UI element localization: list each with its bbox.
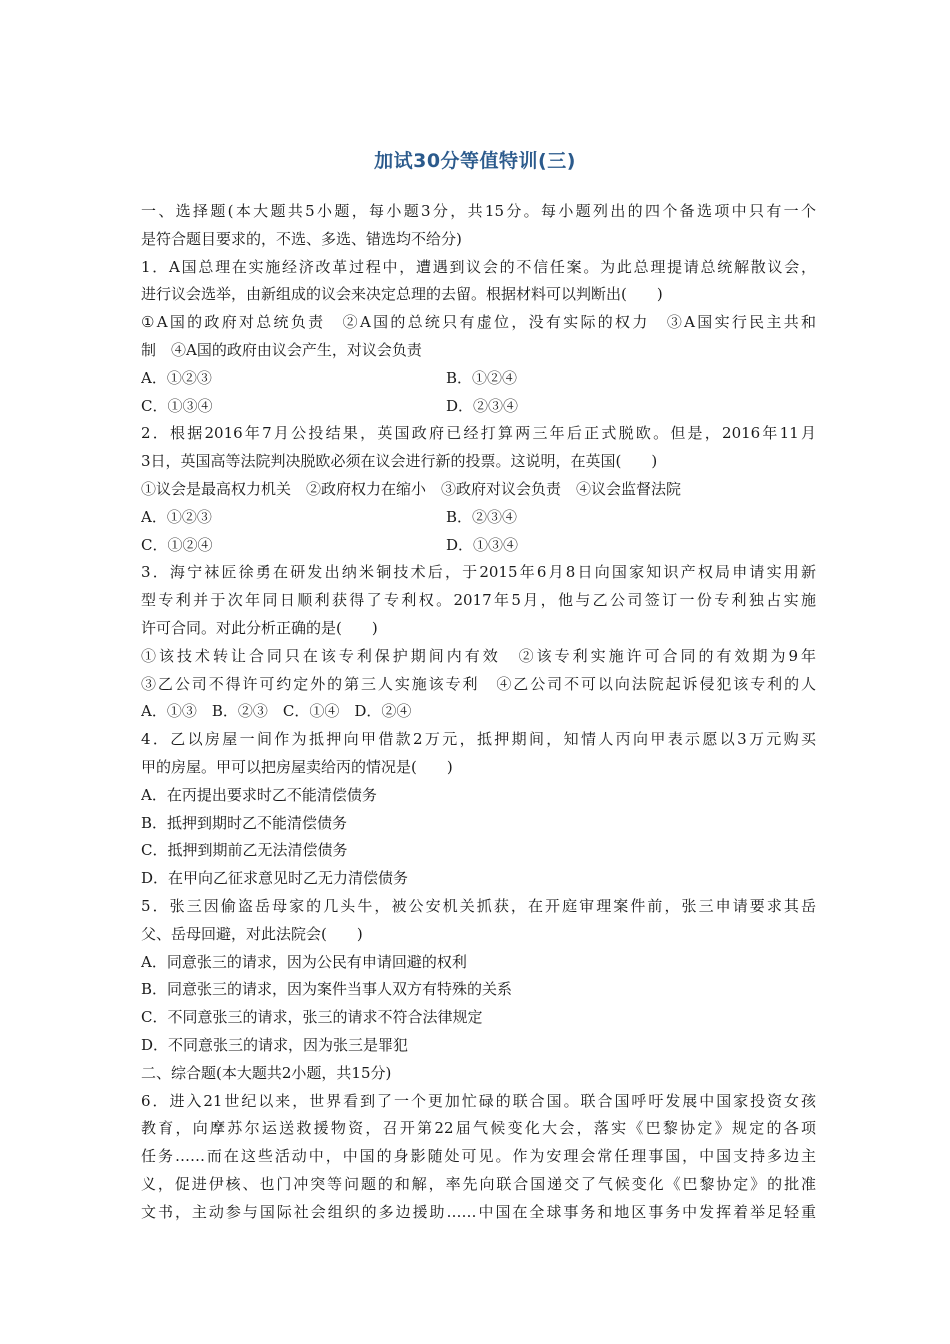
- question-2-text: 2．根据2016年7月公投结果，英国政府已经打算两三年后正式脱欧。但是，2016年11月: [141, 424, 816, 443]
- question-1-options: [141, 365, 816, 393]
- question-5-option: B．同意张三的请求，因为案件当事人双方有特殊的关系: [141, 980, 513, 999]
- question-1-options: [141, 393, 816, 421]
- question-1-text: 进行议会选举，由新组成的议会来决定总理的去留。根据材料可以判断出( ): [141, 285, 663, 304]
- question-1-text: 1．A国总理在实施经济改革过程中，遭遇到议会的不信任案。为此总理提请总统解散议会，: [141, 257, 816, 276]
- question-6-text: 任务……而在这些活动中，中国的身影随处可见。作为安理会常任理事国，中国支持多边主: [141, 1147, 816, 1166]
- question-3-options: A．①③ B．②③ C．①④ D．②④: [141, 702, 412, 721]
- option: B．②③④: [446, 507, 518, 526]
- question-1-statements: 制 ④A国的政府由议会产生，对议会负责: [141, 340, 422, 359]
- option: B．①②④: [446, 368, 518, 387]
- question-5-option: A．同意张三的请求，因为公民有申请回避的权利: [141, 952, 467, 971]
- option: D．①③④: [446, 535, 519, 554]
- question-6-text: 义，促进伊核、也门冲突等问题的和解，率先向联合国递交了气候变化《巴黎协定》的批准: [141, 1174, 816, 1193]
- question-3-text: 3．海宁袜匠徐勇在研发出纳米铜技术后，于2015年6月8日向国家知识产权局申请实用新: [141, 563, 816, 582]
- section-one-heading: 一、选择题(本大题共5小题，每小题3分，共15分。每小题列出的四个备选项中只有一个: [141, 202, 816, 220]
- document-title: 加试30分等值特训(三): [374, 150, 576, 172]
- question-4-option: B．抵押到期时乙不能清偿债务: [141, 813, 348, 832]
- option: A．①②③: [141, 368, 212, 387]
- question-4-text: 4．乙以房屋一间作为抵押向甲借款2万元，抵押期间，知情人丙向甲表示愿以3万元购买: [141, 730, 816, 749]
- section-two-heading: 二、综合题(本大题共2小题，共15分): [141, 1063, 392, 1082]
- question-3-text: 型专利并于次年同日顺利获得了专利权。2017年5月，他与乙公司签订一份专利独占实施: [141, 591, 816, 610]
- question-1-statements: ①A国的政府对总统负责 ②A国的总统只有虚位，没有实际的权力 ③A国实行民主共和: [141, 313, 816, 332]
- question-3-statements: ①该技术转让合同只在该专利保护期间内有效 ②该专利实施许可合同的有效期为9年: [141, 646, 816, 665]
- question-4-option: A．在丙提出要求时乙不能清偿债务: [141, 785, 377, 804]
- option: C．①②④: [141, 535, 213, 554]
- question-4-option: C．抵押到期前乙无法清偿债务: [141, 841, 348, 860]
- section-one-heading-cont: 是符合题目要求的，不选、多选、错选均不给分): [141, 229, 462, 248]
- question-4-option: D．在甲向乙征求意见时乙无力清偿债务: [141, 869, 409, 888]
- question-6-text: 6．进入21世纪以来，世界看到了一个更加忙碌的联合国。联合国呼吁发展中国家投资女孩: [141, 1091, 816, 1110]
- question-5-option: D．不同意张三的请求，因为张三是罪犯: [141, 1035, 409, 1054]
- option: A．①②③: [141, 507, 212, 526]
- question-5-option: C．不同意张三的请求，张三的请求不符合法律规定: [141, 1008, 483, 1027]
- question-3-statements: ③乙公司不得许可约定外的第三人实施该专利 ④乙公司不可以向法院起诉侵犯该专利的人: [141, 674, 816, 693]
- option: D．②③④: [446, 396, 519, 415]
- option: C．①③④: [141, 396, 213, 415]
- question-2-text: 3日，英国高等法院判决脱欧必须在议会进行新的投票。这说明，在英国( ): [141, 452, 658, 471]
- question-6-text: 文书，主动参与国际社会组织的多边援助……中国在全球事务和地区事务中发挥着举足轻重: [141, 1202, 816, 1221]
- question-2-options: [141, 504, 816, 532]
- question-5-text: 父、岳母回避，对此法院会( ): [141, 924, 363, 943]
- question-2-statements: ①议会是最高权力机关 ②政府权力在缩小 ③政府对议会负责 ④议会监督法院: [141, 479, 682, 498]
- question-6-text: 教育，向摩苏尔运送救援物资，召开第22届气候变化大会，落实《巴黎协定》规定的各项: [141, 1119, 816, 1138]
- question-2-options: [141, 532, 816, 560]
- document-body: [141, 198, 816, 1226]
- question-5-text: 5．张三因偷盗岳母家的几头牛，被公安机关抓获，在开庭审理案件前，张三申请要求其岳: [141, 896, 816, 915]
- question-3-text: 许可合同。对此分析正确的是( ): [141, 618, 378, 637]
- question-4-text: 甲的房屋。甲可以把房屋卖给丙的情况是( ): [141, 757, 453, 776]
